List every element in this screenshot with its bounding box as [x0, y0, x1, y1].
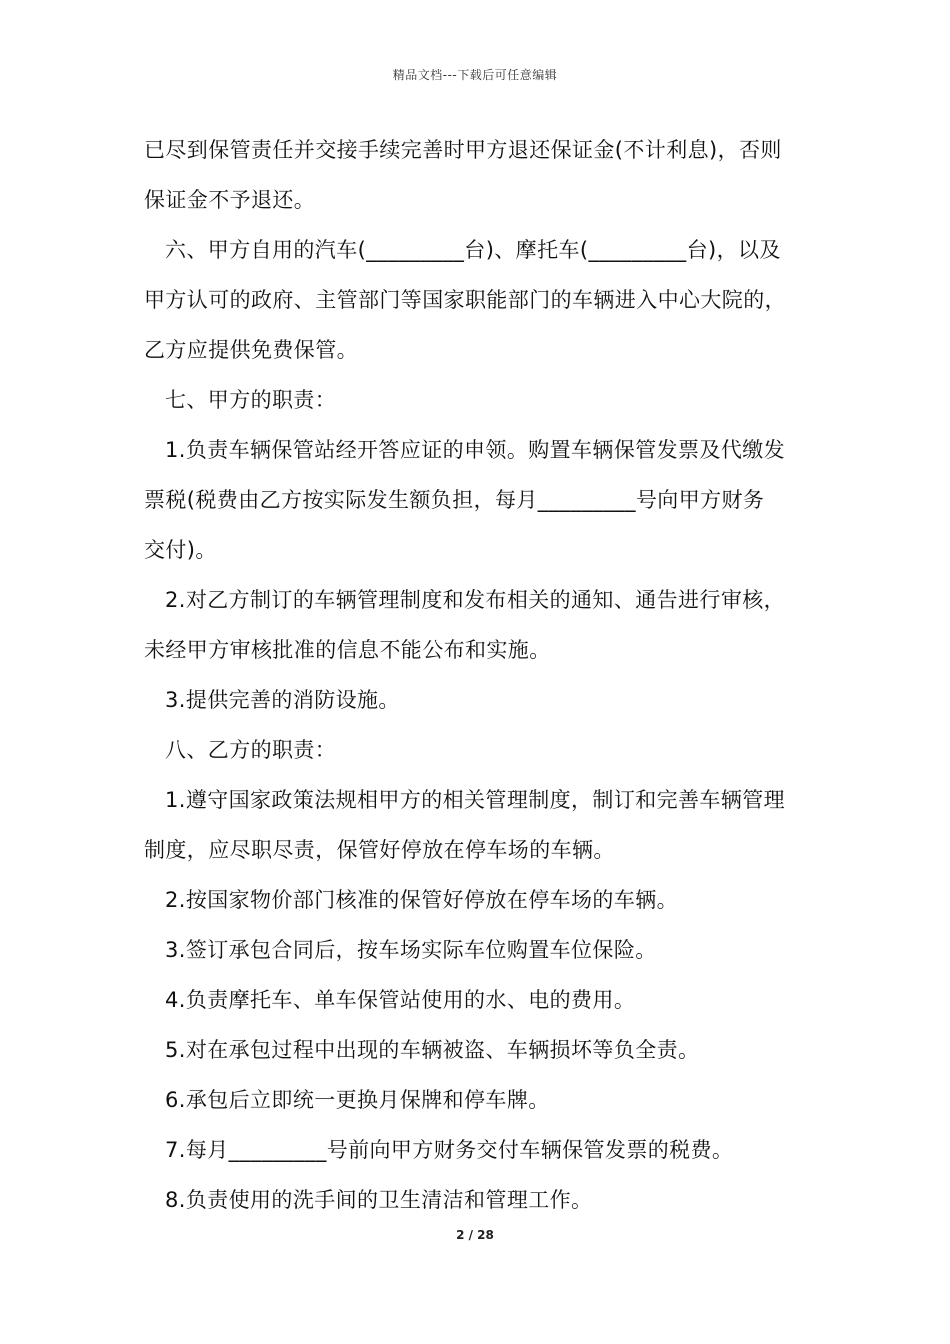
page-number: 2 / 28 [456, 1228, 494, 1242]
section-heading: 七、甲方的职责： [165, 388, 337, 412]
list-item: 1.遵守国家政策法规相甲方的相关管理制度，制订和完善车辆管理 [165, 788, 786, 812]
body-line: 保证金不予退还。 [144, 188, 316, 212]
page-header: 精品文档---下载后可任意编辑 [392, 68, 558, 82]
list-item: 1.负责车辆保管站经开答应证的申领。购置车辆保管发票及代缴发 [165, 438, 786, 462]
list-item: 5.对在承包过程中出现的车辆被盗、车辆损坏等负全责。 [165, 1038, 700, 1062]
list-item: 2.对乙方制订的车辆管理制度和发布相关的通知、通告进行审核， [165, 588, 786, 612]
body-line: 乙方应提供免费保管。 [144, 338, 358, 362]
body-line: 未经甲方审核批准的信息不能公布和实施。 [144, 638, 551, 662]
body-line: 甲方认可的政府、主管部门等国家职能部门的车辆进入中心大院的， [144, 288, 786, 312]
body-line: 交付)。 [144, 538, 217, 562]
document-body [144, 130, 824, 1230]
section-six-line: 六、甲方自用的汽车(_________台)、摩托车(_________台)，以及 [165, 238, 781, 262]
section-heading: 八、乙方的职责： [165, 738, 337, 762]
body-line: 制度，应尽职尽责，保管好停放在停车场的车辆。 [144, 838, 615, 862]
list-item: 4.负责摩托车、单车保管站使用的水、电的费用。 [165, 988, 636, 1012]
list-item: 7.每月_________号前向甲方财务交付车辆保管发票的税费。 [165, 1138, 734, 1162]
list-item: 6.承包后立即统一更换月保牌和停车牌。 [165, 1088, 550, 1112]
body-line: 票税(税费由乙方按实际发生额负担，每月_________号向甲方财务 [144, 488, 765, 512]
list-item: 3.提供完善的消防设施。 [165, 688, 400, 712]
body-line: 已尽到保管责任并交接手续完善时甲方退还保证金(不计利息)，否则 [144, 138, 782, 162]
list-item: 3.签订承包合同后，按车场实际车位购置车位保险。 [165, 938, 657, 962]
list-item: 2.按国家物价部门核准的保管好停放在停车场的车辆。 [165, 888, 679, 912]
list-item: 8.负责使用的洗手间的卫生清洁和管理工作。 [165, 1188, 593, 1212]
